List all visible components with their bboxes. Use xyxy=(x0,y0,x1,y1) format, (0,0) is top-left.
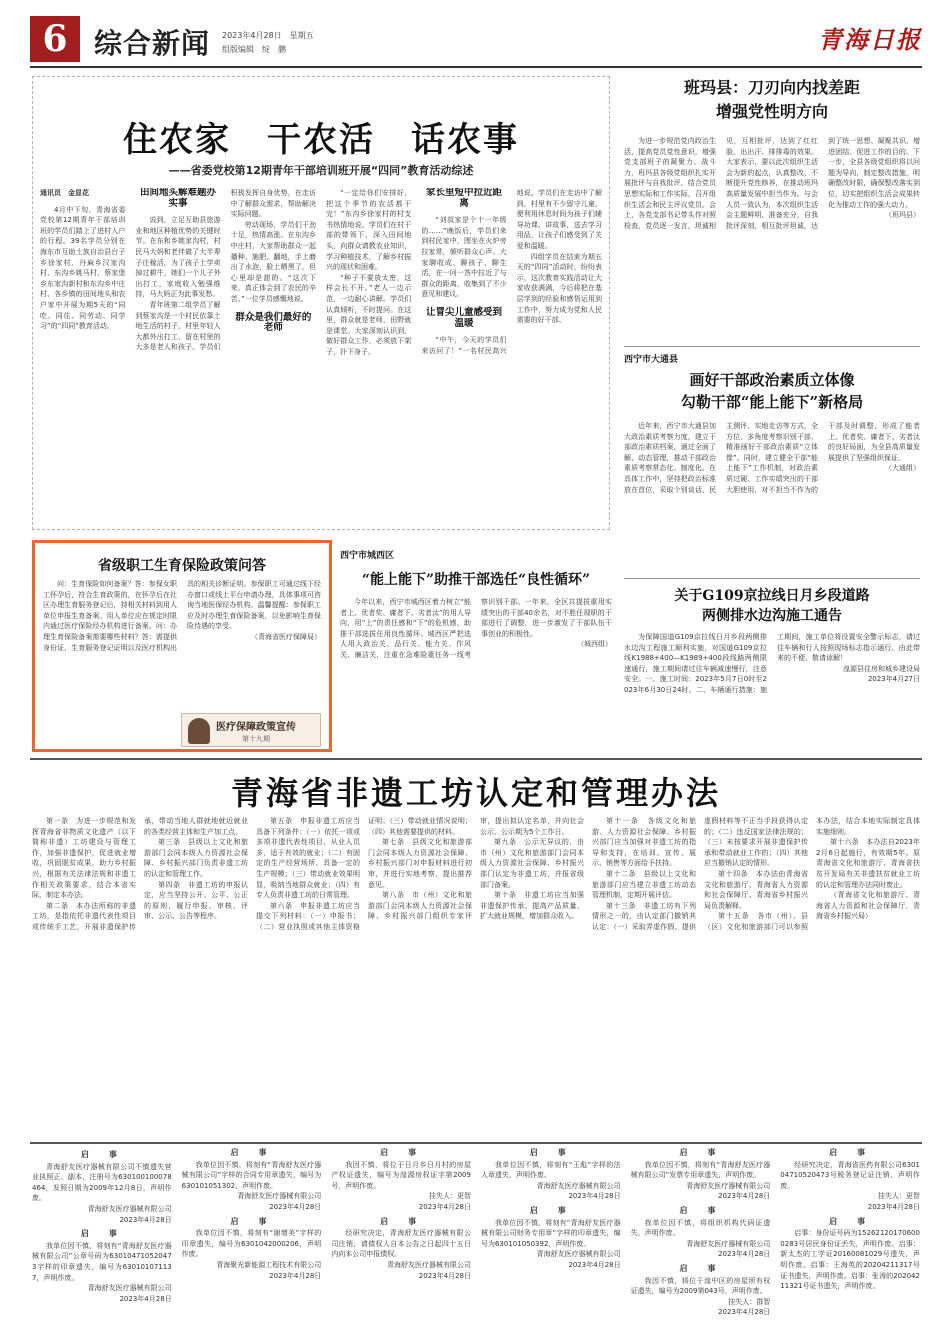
story7-paragraph: 第五条 申报非遗工坊应当具备下列条件：（一）依托一项或多项非遗代表性项目，从业人员多，适于有效的就业；（二）有固定的生产经营场所，具备一定的生产规模；（三）带动就业效果明显，吸纳当地群众就业；（四）有专人负责非遗工坊的日常管理。 xyxy=(256,817,360,900)
story1-headline: 住农家 干农活 话农事 xyxy=(123,120,519,160)
story2-author: （班玛县） xyxy=(885,211,920,220)
notice-body: 我单位因不慎，将组织机构代码证遗失，声明作废。 xyxy=(630,1218,771,1238)
story1-subheading: 群众是我们最好的老师 xyxy=(235,311,312,334)
story3-body xyxy=(624,421,920,563)
story1-paragraph: 说到，立足互助县旅游业和地区种植优势的关键时节。在东和乡姚家沟村，村民马大妈和老伴做了大半辈子庄稼活，为了孩子上学卖掉过耕牛，她们一个儿子外出打工，家庭收入勉强维持，马大妈正为此事发愁。 xyxy=(135,216,221,299)
story3-headline: 画好干部政治素质立体像 勾勒干部“能上能下”新格局 xyxy=(680,371,864,411)
story1-paragraph: 4月中下旬，青海省委党校第12期青年干部培训班的学员们踏上了进村入户的行程。39名学员分别在海东市互助土族自治县台子乡徐家村、丹麻乡汉家沟村、东沟乡姚马村、蔡家堡乡东家沟新村和东沟乡中庄村、各乡镇的田间地头和农户家中开展为期5天的“同吃、同住、同劳动、同学习”的“四同”教育活动。 xyxy=(40,205,126,331)
story1-paragraph: “中午，今天的学员们来访问了！”一名村民高兴地说。学员们在走访中了解到，村里有不少留守儿童，便利用休息时间为孩子们辅导功课、讲故事，送去学习用品，让孩子们感受到了关爱和温暖。 xyxy=(421,189,602,355)
classified-notices xyxy=(32,1148,920,1334)
divider xyxy=(30,1142,922,1144)
notice-item xyxy=(631,1264,771,1318)
story1-subheading: 家长里短中拉近距离 xyxy=(425,188,502,209)
story7-paragraph: 第一条 为进一步规范和发挥青海省非物质文化遗产（以下简称非遗）工坊建设与管理工作，加强非遗保护，促进就业增收，巩固脱贫成果，助力乡村振兴，根据有关法律法规和非遗工作相关政策要求，结合本省实际，制定本办法。 xyxy=(32,817,136,900)
story5-date: 2023年4月27日 xyxy=(867,675,920,684)
notice-signer: 青海舒友医疗器械有限公司 xyxy=(386,1260,471,1269)
story1-paragraph: 四组学员在结束为期五天的“四同”活动时，纷纷表示，这次教育实践活动让大家收获满满，今后将把在基层学到的经验和感悟运用到工作中，努力成为党和人民需要的好干部。 xyxy=(516,252,602,325)
notice-title: 启 事 xyxy=(529,1148,572,1157)
notice-item xyxy=(182,1148,322,1213)
story5-body xyxy=(624,632,920,736)
story1-paragraph: 青年班第二组学员了解到蔡家沟是一个村民依靠土地生活的村子，村里年轻人大都外出打工，留在村里的大多是老人和孩子。学员们积极发挥自身优势，在走访中了解群众需求，帮助解决实际问题。 xyxy=(135,189,316,352)
story7-paragraph: 第十五条 各市（州）、县（区）文化和旅游部门可以参照本办法，结合本地实际制定具体实施细则。 xyxy=(704,817,920,931)
story3-author: （大通组） xyxy=(885,464,920,473)
notice-signer: 青海舒友医疗器械有限公司 xyxy=(686,1239,771,1248)
story1-subtitle: ——省委党校第12期青年干部培训班开展“四同”教育活动综述 xyxy=(168,164,474,177)
story1-paragraph: “一定给你们安排好，把这个季节的农活都干完！”东沟乡徐家村的村支书热情地说。学员们在村干部的带领下，深入田间地头，向群众请教农业知识，学习种植技术，了解乡村振兴的现状和困难。 xyxy=(325,189,412,272)
story7-paragraph: 第十一条 各级文化和旅游、人力资源社会保障、乡村振兴部门应当加强对非遗工坊的指导和支持，在培训、宣传、展示、销售等方面给予扶持。 xyxy=(592,817,696,868)
notice-signer: 挂失人：群智 xyxy=(728,1297,771,1306)
notice-body: 青海舒友医疗器械有限公司不慎遗失营业执照正、副本，注册号为630100100078464，发照日期为2009年12月8日，声明作废。 xyxy=(32,1162,172,1203)
notice-body: 我因不慎，将位于日月乡日月村的房屋产权证遗失，编号为湟源房权证字第2009号，声明作废。 xyxy=(331,1160,471,1190)
policy-badge xyxy=(181,713,321,747)
notice-signer: 青海舒友医疗器械有限公司 xyxy=(686,1181,771,1190)
story4-body xyxy=(340,597,612,743)
notice-body: 我单位因不慎，将刻有“青海舒友医疗器械有限公司财务专用章”字样的印章遗失，编号为630101050392，声明作废。 xyxy=(480,1218,621,1248)
story4-author: （城西组） xyxy=(577,640,612,649)
story-maternity-insurance xyxy=(32,540,332,752)
story-g109-notice xyxy=(624,586,920,738)
notice-date: 2023年4月28日 xyxy=(718,1192,771,1201)
story-datong xyxy=(624,352,920,574)
notice-signer: 青海舒友医疗器械有限公司 xyxy=(536,1181,621,1190)
notice-date: 2023年4月28日 xyxy=(718,1308,771,1317)
notice-item xyxy=(331,1148,471,1213)
notice-title: 启 事 xyxy=(679,1205,722,1215)
story6-author: （青海省医疗保障局） xyxy=(251,632,321,641)
story1-subheading: 田间地头解难题办实事 xyxy=(139,188,216,209)
story3-paragraph: 近年来，西宁市大通县加大政治素质考察力度，建立干部政治素质档案，通过全面了解、动态管理，推动干部政治素质考察常态化、制度化。在具体工作中，坚持把政治标准放在首位，采取个别谈话、民主测评、实地走访等方式，全方位、多角度考察识别干部，精准画好干部政治素质“立体像”。同时，建立健全干部“能上能下”工作机制，对政治素质过硬、工作实绩突出的干部大胆使用，对不担当不作为的干部及时调整，形成了能者上、优者奖、庸者下、劣者汰的良好局面，为全县高质量发展提供了坚强组织保证。 xyxy=(624,422,920,494)
notice-title: 启 事 xyxy=(380,1148,423,1157)
notice-date: 2023年4月28日 xyxy=(568,1260,621,1269)
story1-subheading: 让冒尖儿童感受到温暖 xyxy=(425,306,502,329)
story7-paragraph: 第三条 县级以上文化和旅游部门会同本级人力资源社会保障、乡村振兴部门负责非遗工坊的认定和管理工作。 xyxy=(144,838,248,878)
notice-date: 2023年4月28日 xyxy=(269,1271,322,1280)
story3-kicker: 西宁市大通县 xyxy=(624,355,679,365)
section-title: 综合新闻 xyxy=(94,27,211,60)
notice-date: 2023年4月28日 xyxy=(269,1202,322,1211)
notice-signer: 青海舒友医疗器械有限公司 xyxy=(87,1204,172,1213)
story-farm-education xyxy=(32,76,610,530)
notice-body: 我单位因不慎，将刻有“青海舒友医疗器械有限公司”发票专用章遗失，声明作废。 xyxy=(630,1160,771,1180)
story7-paragraph: 第十条 非遗工坊应当加强非遗保护传承，提高产品质量，扩大就业规模，增加群众收入。 xyxy=(480,891,584,921)
notice-item xyxy=(780,1148,920,1213)
story7-paragraph: 第二条 本办法所称的非遗工坊，是指依托非遗代表性项目或传统手工艺，开展非遗保护传承，带动当地人群就地就近就业的各类经营主体和生产加工点。 xyxy=(32,817,248,931)
notice-item xyxy=(32,1150,172,1225)
notice-title: 启 事 xyxy=(380,1216,423,1226)
story1-byline: 通讯员 金显花 xyxy=(40,189,89,197)
story7-author: （青海省文化和旅游厅、青海省人力资源和社会保障厅、青海省乡村振兴局） xyxy=(816,891,920,921)
notice-body: 我单位因不慎，将刻有“谢增美”字样的印章遗失，编号为6301042000206，声明作废。 xyxy=(181,1229,322,1259)
notice-signer: 青海舒友医疗器械有限公司 xyxy=(87,1284,172,1293)
notice-body: 启事：身份证号码为152621201706000283号居民身份证丢失，声明作废。启事：新太杰的工学证20160081029号遗失，声明作废。启事：王海英的20204211317号证书遗失，声明作废。启事：张涛的20204211321号证书遗失，声明作废。 xyxy=(780,1229,920,1291)
story7-paragraph: 第十四条 本办法由青海省文化和旅游厅、青海省人力资源和社会保障厅、青海省乡村振兴局负责解释。 xyxy=(704,869,808,910)
story7-body xyxy=(32,816,920,1138)
issue-date: 2023年4月28日 星期五 xyxy=(222,31,314,40)
story1-paragraph: 劳动现场，学员们干劲十足，热情高涨。在东沟乡中庄村，大家帮助群众一起播种、施肥、翻地，手上磨出了水泡，脸上晒黑了，但心里却是甜的。“这次下来，真正体会到了农民的辛苦。”一位学员感慨地说。 xyxy=(230,220,316,303)
page-number: 6 xyxy=(30,16,80,62)
story7-paragraph: 第六条 申报非遗工坊应当提交下列材料：（一）申报书；（二）营业执照或其他主体资格证明；（三）带动就业情况说明；（四）其他需要提供的材料。 xyxy=(256,817,472,931)
notice-signer: 青海舒友医疗器械有限公司 xyxy=(237,1192,322,1201)
notice-title: 启 事 xyxy=(230,1216,273,1226)
notice-item xyxy=(631,1148,771,1202)
notice-date: 2023年4月28日 xyxy=(568,1192,621,1201)
notice-signer: 青海聚光新能源工程技术有限公司 xyxy=(216,1260,322,1269)
story2-body xyxy=(624,136,920,342)
story7-paragraph: 第七条 县级文化和旅游部门会同本级人力资源社会保障、乡村振兴部门对申报材料进行初审，并进行实地考察，提出推荐意见。 xyxy=(368,838,472,889)
notice-title: 启 事 xyxy=(679,1263,722,1273)
story7-paragraph: 第十三条 非遗工坊有下列情形之一的，由认定部门撤销其认定：（一）采取弄虚作假、提供虚假材料等不正当手段获得认定的；（二）违反国家法律法规的；（三）未按要求开展非遗保护传承和带动就业工作的；（四）其他应当撤销认定的情形。 xyxy=(592,817,808,931)
story7-paragraph: 第八条 市（州）文化和旅游部门会同本级人力资源社会保障、乡村振兴部门组织专家评审，提出拟认定名单，并向社会公示，公示期为5个工作日。 xyxy=(368,817,584,921)
notice-signer: 挂失人：更智 xyxy=(877,1192,920,1201)
story5-headline: 关于G109京拉线日月乡段道路 两侧排水边沟施工通告 xyxy=(674,588,870,624)
story7-headline: 青海省非遗工坊认定和管理办法 xyxy=(230,774,721,812)
story4-paragraph: 今年以来，西宁市城西区着力树立“能者上、优者奖、庸者下、劣者汰”的用人导向，用“上”的责任感和“下”的危机感，助推干部选拔任用良性循环。城西区严把选人用人政治关、品行关、能力关、作风关、廉洁关，注重在急难险重任务一线考察识别干部。一年来，全区共提拔重用实绩突出的干部40余名，对不胜任现职的干部进行了调整，进一步激发了干部队伍干事创业的积极性。 xyxy=(340,598,612,659)
notice-date: 2023年4月28日 xyxy=(418,1271,471,1280)
badge-issue: 第十九期 xyxy=(242,735,270,743)
story5-paragraph: 为保障国道G109京拉线日月乡段两侧排水边沟工程施工顺利实施，对国道G109京拉线K1988+400—K1989+400段线路两侧限速通行，施工期间请过往车辆减速慢行，注意安全。一、施工时间：2023年5月7日0时至2023年6月30日24时。二、车辆通行措施：施工期间，施工单位将设置安全警示标志，请过往车辆和行人按照现场标志指示通行。由此带来的不便，敬请谅解！ xyxy=(624,633,920,694)
notice-item xyxy=(631,1206,771,1260)
story7-paragraph: 第四条 非遗工坊的申报认定，应当坚持公开、公平、公正的原则，履行申报、审核、评审、公示、公告等程序。 xyxy=(144,880,248,921)
story1-paragraph: “种子不要放太密，这样会长不开。”老人一边示范，一边耐心讲解。学员们认真倾听，不时提问。在这里，群众就是老师，田野就是课堂。大家深刻认识到，做好群众工作，必须放下架子，扑下身子。 xyxy=(325,273,412,356)
story2-headline: 班玛县：刀刃向内找差距 增强党性明方向 xyxy=(683,78,860,121)
divider xyxy=(624,346,920,347)
story1-body xyxy=(40,188,602,520)
story2-paragraph: 为进一步规范党内政治生活，提高党员党性意识，增强党支部班子的凝聚力、战斗力，班玛县各级党组织扎实开展批评与自我批评，结合党员思想实际和工作实际，召开组织生活会和民主评议党员。会上，各党支部书记带头作对照检查，党员逐一发言，坦诚相见，互相批评，达到了红红脸、出出汗、排排毒的效果。大家表示，要以此次组织生活会为新的起点，认真整改，不断提升党性修养，在推动班玛高质量发展中担当作为。与会人员一致认为，本次组织生活会主题鲜明、准备充分，自我批评深刻，相互批评坦诚，达到了统一思想、凝聚共识、增进团结、促进工作的目的。下一步，全县各级党组织将以问题为导向，制定整改措施，明确整改时限，确保整改落实到位，切实把组织生活会成果转化为推动工作的强大动力。 xyxy=(624,137,920,230)
notice-body: 经研究决定，青海省医药有限公司630104710520473号税务登记证注销，声明作废。 xyxy=(780,1160,920,1190)
notice-date: 2023年4月28日 xyxy=(867,1202,920,1211)
notice-date: 2023年4月28日 xyxy=(418,1202,471,1211)
header-rule xyxy=(30,66,922,68)
story6-headline: 省级职工生育保险政策问答 xyxy=(98,558,266,574)
story6-paragraph: 问：生育保险如何备案？答：参保女职工怀孕后，符合生育政策的，在怀孕后在社区办理生育服务登记后，持相关材料到用人单位申报生育备案。用人单位应在规定时限内通过医疗保险经办机构进行备案。问：办理生育保险备案需要哪些材料？答：需提供身份证、生育服务登记证明以及医疗机构出具的相关诊断证明。参保职工可通过线下经办窗口或线上平台申请办理，具体事项可咨询当地医保经办机构。温馨提醒：参保职工应及时办理生育保险备案，以免影响生育保险待遇的享受。 xyxy=(43,580,321,652)
notice-body: 我单位因不慎，将刻有“青海舒友医疗器械有限公司”字样的合同专用章遗失，编号为630101051302，声明作废。 xyxy=(181,1160,322,1190)
notice-item xyxy=(182,1217,322,1282)
notice-signer: 青海舒友医疗器械有限公司 xyxy=(536,1250,621,1259)
issue-editor: 组版编辑 绽 鹏 xyxy=(222,45,286,54)
notice-date: 2023年4月28日 xyxy=(718,1250,771,1259)
notice-title: 启 事 xyxy=(829,1148,872,1157)
newspaper-logo: 青海日报 xyxy=(818,25,922,54)
badge-figure-icon xyxy=(188,718,210,744)
story4-headline: “能上能下”助推干部选任“良性循环” xyxy=(361,572,591,588)
story-chengxi xyxy=(340,548,612,748)
notice-item xyxy=(780,1217,920,1292)
notice-item xyxy=(481,1206,621,1271)
story5-signer: 湟源县住房和城乡建设局 xyxy=(843,664,920,673)
divider xyxy=(624,578,920,579)
masthead xyxy=(30,16,922,66)
notice-body: 我因不慎，将位于湟中区的房屋所有权证遗失，编号为2009第043号，声明作废。 xyxy=(630,1276,771,1296)
story7-paragraph: 第十六条 本办法自2023年2月6日起施行，有效期5年。原青海省文化和旅游厅、青海省扶贫开发局有关非遗扶贫就业工坊的认定和管理办法同时废止。 xyxy=(816,838,920,889)
story1-paragraph: “刘叔家是个十一年级的……”晚饭后，学员们来到村民家中，围坐在火炉旁拉家常，倾听群众心声。大家聊收成、聊孩子、聊生活，在一问一答中拉近了与群众的距离，收集到了不少意见和建议。 xyxy=(421,216,507,299)
notice-date: 2023年4月28日 xyxy=(119,1215,172,1224)
notice-title: 启 事 xyxy=(829,1216,872,1226)
story7-paragraph: 第十二条 县级以上文化和旅游部门应当建立非遗工坊动态管理机制，定期开展评估。 xyxy=(592,869,696,900)
notice-title: 启 事 xyxy=(529,1205,572,1215)
story-banma xyxy=(624,76,920,342)
story4-kicker: 西宁市城西区 xyxy=(340,551,395,561)
notice-item xyxy=(32,1229,172,1304)
notice-item xyxy=(481,1148,621,1202)
notice-body: 我单位因不慎，将刻有“青海舒友医疗器械有限公司”公章号码为630104710520473字样的印章遗失，编号为630101071137，声明作废。 xyxy=(32,1241,172,1282)
badge-title: 医疗保障政策宣传 xyxy=(216,722,296,733)
notice-body: 我单位因不慎，将刻有“王彪”字样的法人章遗失，声明作废。 xyxy=(480,1160,621,1180)
notice-title: 启 事 xyxy=(230,1148,273,1157)
notice-body: 经研究决定，青海舒友医疗器械有限公司注销，请债权人自本公告之日起四十五日内向本公司申报债权。 xyxy=(331,1229,471,1259)
notice-date: 2023年4月28日 xyxy=(119,1294,172,1303)
divider xyxy=(30,758,922,760)
notice-title: 启 事 xyxy=(679,1148,722,1157)
notice-item xyxy=(331,1217,471,1282)
story7-paragraph: 第九条 公示无异议的，由市（州）文化和旅游部门会同本级人力资源社会保障、乡村振兴部门认定为非遗工坊，并报省级部门备案。 xyxy=(480,838,584,889)
notice-title: 启 事 xyxy=(80,1150,123,1159)
notice-title: 启 事 xyxy=(80,1229,123,1239)
notice-signer: 挂失人：更智 xyxy=(428,1192,471,1201)
